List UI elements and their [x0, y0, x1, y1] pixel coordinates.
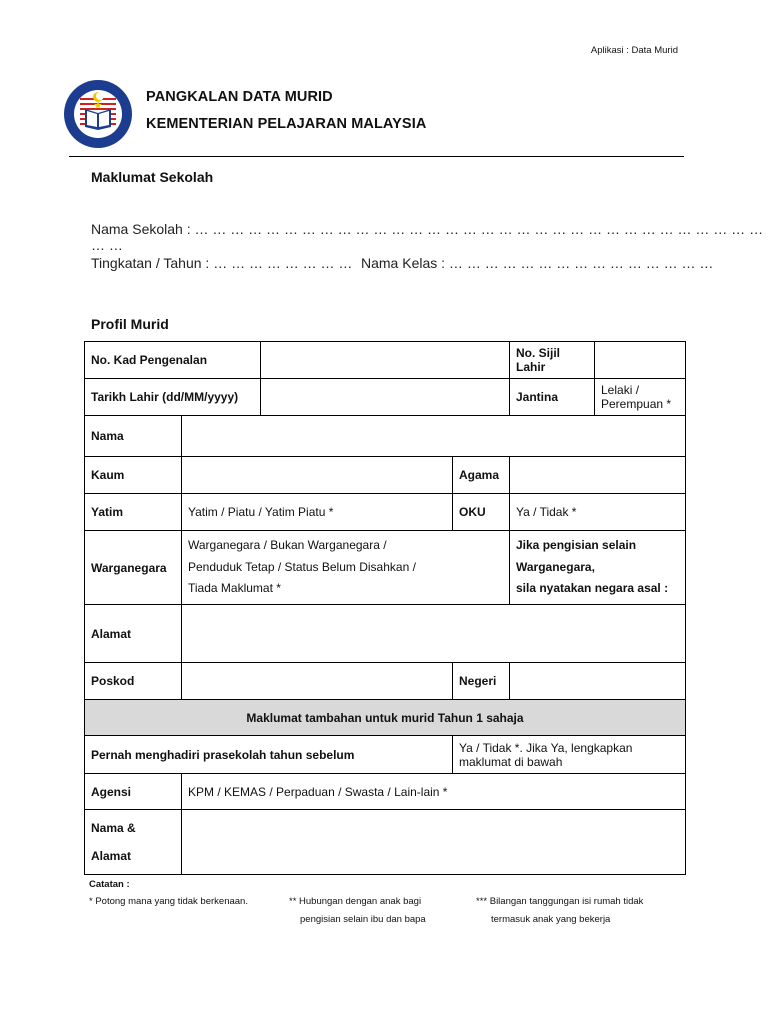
- grade-field[interactable]: Tingkatan / Tahun : … … … … … … … …: [91, 255, 353, 271]
- header-divider: [69, 156, 684, 157]
- class-name-field[interactable]: Nama Kelas : … … … … … … … … … … … … … … …: [361, 255, 714, 271]
- citizen-note-line: Jika pengisian selain Warganegara,: [516, 538, 637, 574]
- agency-value[interactable]: KPM / KEMAS / Perpaduan / Swasta / Lain-lain *: [182, 774, 686, 810]
- preschool-value[interactable]: Ya / Tidak *. Jika Ya, lengkapkan maklumat di bawah: [453, 736, 686, 774]
- address-label: Alamat: [85, 605, 182, 663]
- school-section-title: Maklumat Sekolah: [91, 169, 214, 185]
- oku-label: OKU: [453, 494, 510, 531]
- postcode-label: Poskod: [85, 663, 182, 700]
- profile-section-title: Profil Murid: [91, 316, 169, 332]
- name-address-label-line: Alamat: [91, 849, 132, 863]
- name-address-label: [85, 810, 182, 875]
- orphan-label: Yatim: [85, 494, 182, 531]
- birth-cert-label: No. Sijil Lahir: [510, 342, 595, 379]
- name-input[interactable]: [182, 416, 686, 457]
- note-3-line-2: termasuk anak yang bekerja: [491, 914, 611, 925]
- name-address-input[interactable]: [182, 810, 686, 875]
- name-label: Nama: [85, 416, 182, 457]
- header-title-1: PANGKALAN DATA MURID: [146, 89, 333, 105]
- dob-input[interactable]: [261, 379, 510, 416]
- citizen-options[interactable]: [182, 531, 510, 605]
- note-2-line-1: ** Hubungan dengan anak bagi: [289, 896, 422, 907]
- application-label: Aplikasi : Data Murid: [590, 45, 678, 56]
- citizen-option-line: Penduduk Tetap / Status Belum Disahkan /: [188, 559, 416, 574]
- agency-label: Agensi: [85, 774, 182, 810]
- postcode-input[interactable]: [182, 663, 453, 700]
- header-title-2: KEMENTERIAN PELAJARAN MALAYSIA: [146, 116, 427, 132]
- note-3-line-1: *** Bilangan tanggungan isi rumah tidak: [476, 896, 644, 907]
- oku-value[interactable]: Ya / Tidak *: [510, 494, 686, 531]
- year1-extra-header: Maklumat tambahan untuk murid Tahun 1 sahaja: [85, 700, 686, 736]
- citizen-label: Warganegara: [85, 531, 182, 605]
- gender-label: Jantina: [510, 379, 595, 416]
- note-2-line-2: pengisian selain ibu dan bapa: [300, 914, 426, 925]
- race-input[interactable]: [182, 457, 453, 494]
- birth-cert-input[interactable]: [595, 342, 686, 379]
- citizen-option-line: Tiada Maklumat *: [188, 581, 281, 596]
- citizen-option-line: Warganegara / Bukan Warganegara /: [188, 538, 387, 553]
- state-input[interactable]: [510, 663, 686, 700]
- citizen-note[interactable]: [510, 531, 686, 605]
- school-name-field[interactable]: Nama Sekolah : … … … … … … … … … … … … … … … … … … … … … … … … … … … … … … … … … …: [91, 221, 764, 253]
- state-label: Negeri: [453, 663, 510, 700]
- note-1: * Potong mana yang tidak berkenaan.: [89, 896, 248, 907]
- notes-heading: Catatan :: [89, 879, 130, 890]
- dob-label: Tarikh Lahir (dd/MM/yyyy): [85, 379, 261, 416]
- religion-label: Agama: [453, 457, 510, 494]
- citizen-note-line: sila nyatakan negara asal :: [516, 581, 669, 595]
- gender-value[interactable]: Lelaki / Perempuan *: [595, 379, 686, 416]
- religion-input[interactable]: [510, 457, 686, 494]
- name-address-label-line: Nama &: [91, 821, 136, 835]
- ic-label: No. Kad Pengenalan: [85, 342, 261, 379]
- student-profile-table: [84, 341, 686, 875]
- address-input[interactable]: [182, 605, 686, 663]
- race-label: Kaum: [85, 457, 182, 494]
- ic-input[interactable]: [261, 342, 510, 379]
- ministry-logo: [63, 79, 133, 149]
- preschool-label: Pernah menghadiri prasekolah tahun sebelum: [85, 736, 453, 774]
- orphan-value[interactable]: Yatim / Piatu / Yatim Piatu *: [182, 494, 453, 531]
